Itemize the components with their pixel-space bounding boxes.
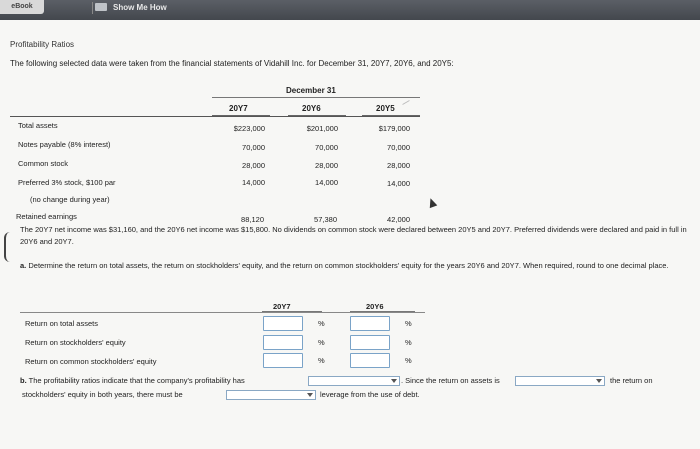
rocse-y7-pct: % (318, 356, 325, 365)
roe-y6-input[interactable] (350, 335, 390, 350)
roa-y7-input[interactable] (263, 316, 303, 331)
year-header-3: 20Y5 (376, 104, 395, 113)
row-label-retained-earnings: Retained earnings (16, 212, 77, 221)
question-a-prefix: a. (20, 261, 27, 270)
net-income-note: The 20Y7 net income was $31,160, and the 20Y6 net income was $15,800. No dividends on common stock were declared between 20Y5 and 20Y7. Preferred dividends were declared and paid in full in 20Y6 and 20Y7. (20, 225, 687, 246)
table-rule (10, 116, 420, 117)
section-title: Profitability Ratios (10, 40, 75, 49)
year-header-1: 20Y7 (229, 104, 248, 113)
cell-retained-earnings-y5: 42,000 (387, 215, 410, 224)
intro-text: The following selected data were taken from the financial statements of Vidahill Inc. for December 31, 20Y7, 20Y6, and 20Y5: (10, 59, 454, 68)
cell-preferred-stock-y7: 14,000 (242, 178, 265, 187)
show-me-how-label: Show Me How (113, 2, 167, 12)
december-rule (212, 97, 420, 98)
book-icon (95, 3, 107, 11)
question-b-part3: the return on (610, 376, 653, 385)
question-b-prefix: b. (20, 376, 27, 385)
answer-label-rocse: Return on common stockholders' equity (25, 357, 157, 366)
row-label-common-stock: Common stock (18, 159, 69, 168)
cell-notes-payable-y6: 70,000 (315, 143, 338, 152)
mouse-cursor-icon (427, 197, 438, 208)
cell-notes-payable-y5: 70,000 (387, 143, 410, 152)
answer-label-roa: Return on total assets (25, 319, 98, 328)
cell-retained-earnings-y6: 57,380 (314, 215, 337, 224)
roe-y6-pct: % (405, 338, 412, 347)
question-a-text (20, 260, 700, 272)
roa-y6-pct: % (405, 319, 412, 328)
question-b-part4: stockholders' equity in both years, there must be (22, 390, 183, 399)
row-label-no-change: (no change during year) (30, 195, 110, 204)
row-label-total-assets: Total assets (18, 121, 58, 130)
chevron-down-icon (596, 379, 602, 383)
cell-common-stock-y5: 28,000 (387, 161, 410, 170)
roa-y6-input[interactable] (350, 316, 390, 331)
cell-common-stock-y7: 28,000 (242, 161, 265, 170)
profitability-trend-dropdown[interactable] (308, 376, 400, 386)
show-me-how-button[interactable] (95, 0, 167, 14)
rocse-y6-pct: % (405, 356, 412, 365)
top-toolbar (0, 0, 700, 20)
answer-label-roe: Return on stockholders' equity (25, 338, 126, 347)
cell-retained-earnings-y7: 88,120 (241, 215, 264, 224)
chevron-down-icon (391, 379, 397, 383)
question-b-line1 (20, 376, 245, 385)
ebook-button[interactable]: eBook (0, 0, 44, 14)
answer-table-rule (20, 312, 425, 313)
cell-total-assets-y7: $223,000 (233, 124, 265, 133)
cell-notes-payable-y7: 70,000 (242, 143, 265, 152)
question-b-part5: leverage from the use of debt. (320, 390, 420, 399)
chevron-down-icon (307, 393, 313, 397)
rocse-y7-input[interactable] (263, 353, 303, 368)
return-comparison-dropdown[interactable] (515, 376, 605, 386)
answer-col-header-y7: 20Y7 (273, 302, 291, 311)
question-b-part2: . Since the return on assets is (401, 376, 500, 385)
question-b-part1: The profitability ratios indicate that the company's profitability has (28, 376, 245, 385)
rocse-y6-input[interactable] (350, 353, 390, 368)
roe-y7-input[interactable] (263, 335, 303, 350)
cell-preferred-stock-y5: 14,000 (387, 179, 410, 188)
question-a-body: Determine the return on total assets, the return on stockholders' equity, and the return on common stockholders' equity for the years 20Y6 and 20Y7. When required, round to one decimal place. (28, 261, 669, 270)
roe-y7-pct: % (318, 338, 325, 347)
cell-preferred-stock-y6: 14,000 (315, 178, 338, 187)
december-header: December 31 (286, 86, 336, 95)
roa-y7-pct: % (318, 319, 325, 328)
row-label-notes-payable: Notes payable (8% interest) (18, 140, 111, 149)
leverage-type-dropdown[interactable] (226, 390, 316, 400)
year-header-2: 20Y6 (302, 104, 321, 113)
cell-total-assets-y5: $179,000 (378, 124, 410, 133)
cell-common-stock-y6: 28,000 (315, 161, 338, 170)
left-brace (4, 232, 12, 262)
toolbar-divider (92, 2, 93, 14)
cursor-tick (402, 100, 409, 105)
problem-content (0, 20, 700, 449)
row-label-preferred-stock: Preferred 3% stock, $100 par (18, 178, 116, 187)
cell-total-assets-y6: $201,000 (306, 124, 338, 133)
answer-col-header-y6: 20Y6 (366, 302, 384, 311)
